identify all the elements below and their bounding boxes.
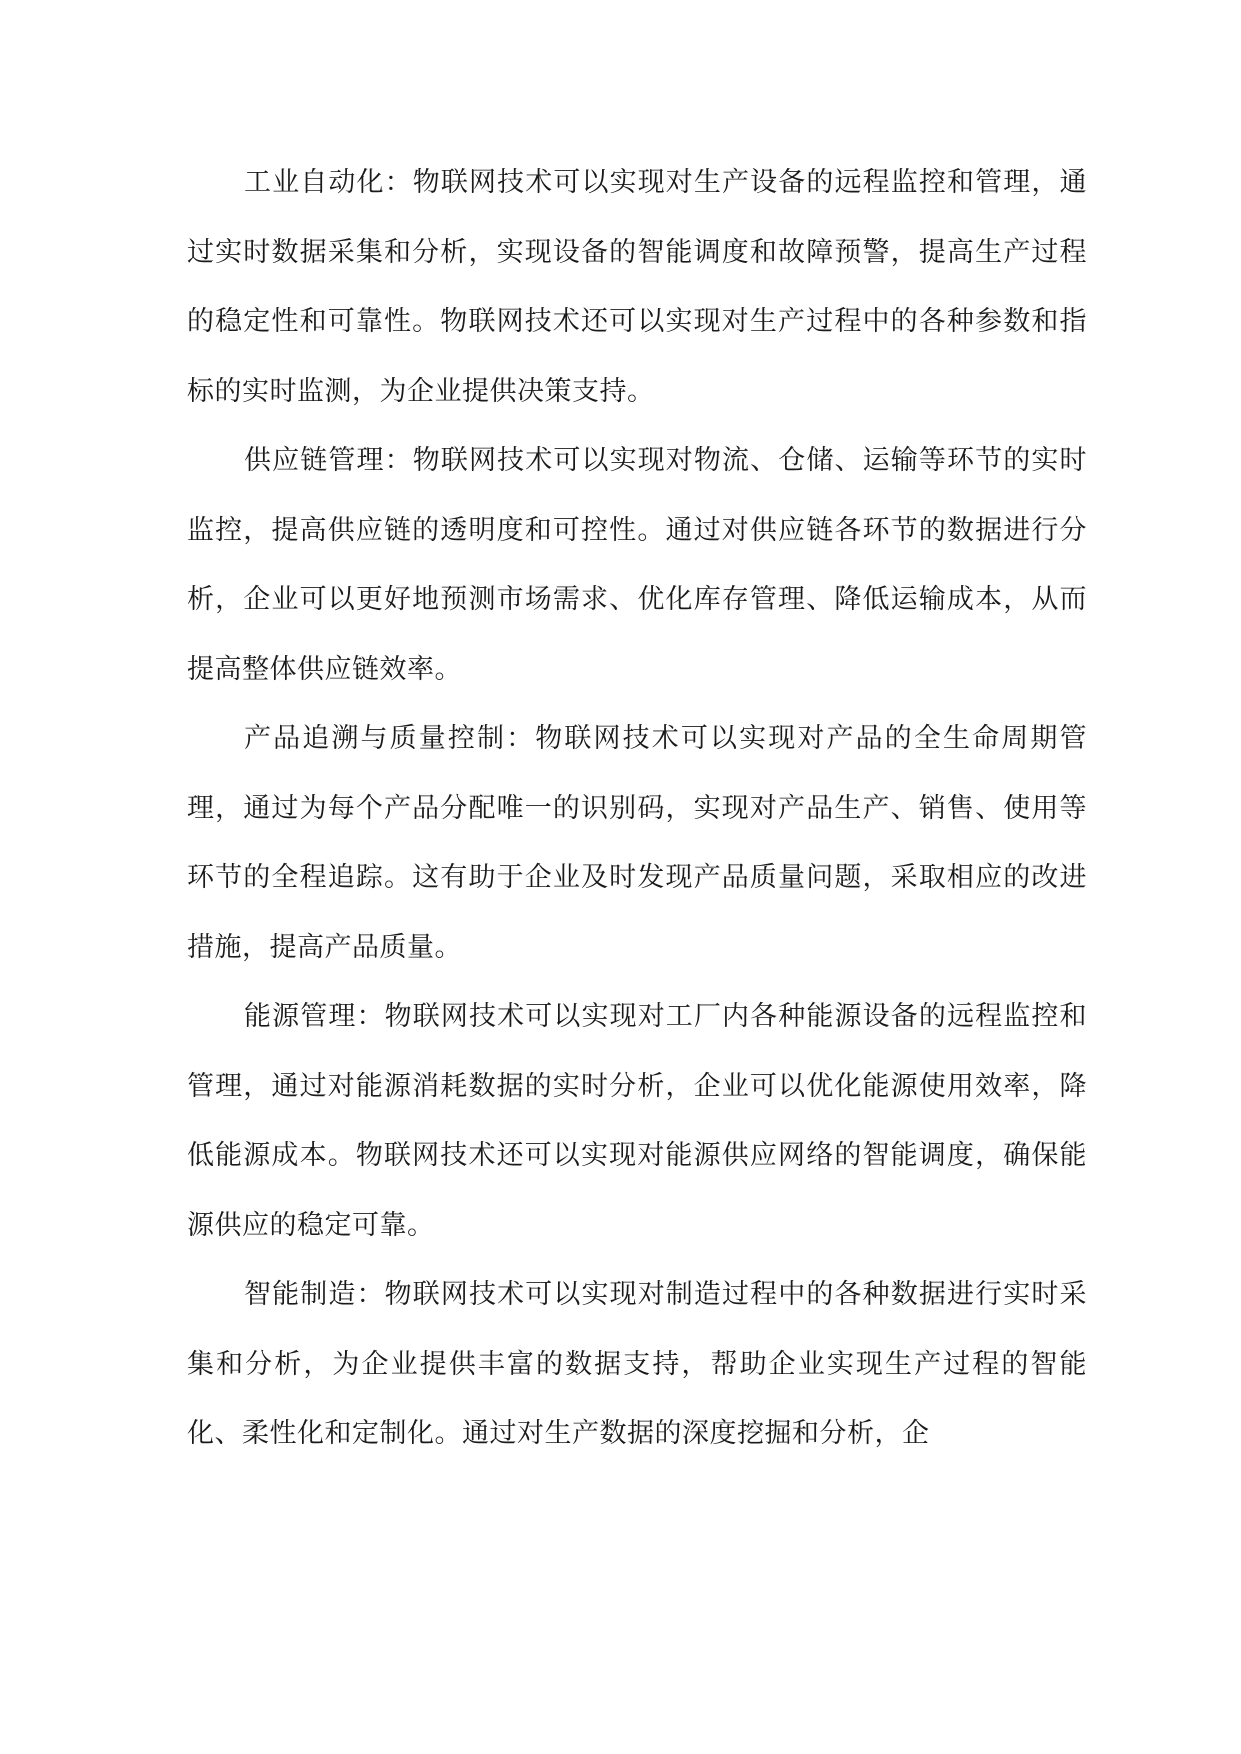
paragraph-smart-manufacturing: 智能制造：物联网技术可以实现对制造过程中的各种数据进行实时采集和分析，为企业提供丰富的数据支持，帮助企业实现生产过程的智能化、柔性化和定制化。通过对生产数据的深度挖掘和分析，企 — [187, 1279, 1087, 1449]
document-body — [187, 148, 1087, 1469]
paragraph-product-traceability: 产品追溯与质量控制：物联网技术可以实现对产品的全生命周期管理，通过为每个产品分配唯一的识别码，实现对产品生产、销售、使用等环节的全程追踪。这有助于企业及时发现产品质量问题，采取相应的改进措施，提高产品质量。 — [187, 723, 1087, 963]
paragraph-energy-management: 能源管理：物联网技术可以实现对工厂内各种能源设备的远程监控和管理，通过对能源消耗数据的实时分析，企业可以优化能源使用效率，降低能源成本。物联网技术还可以实现对能源供应网络的智能调度，确保能源供应的稳定可靠。 — [187, 1001, 1087, 1241]
paragraph-supply-chain-management: 供应链管理：物联网技术可以实现对物流、仓储、运输等环节的实时监控，提高供应链的透明度和可控性。通过对供应链各环节的数据进行分析，企业可以更好地预测市场需求、优化库存管理、降低运输成本，从而提高整体供应链效率。 — [187, 445, 1087, 685]
paragraph-industrial-automation: 工业自动化：物联网技术可以实现对生产设备的远程监控和管理，通过实时数据采集和分析，实现设备的智能调度和故障预警，提高生产过程的稳定性和可靠性。物联网技术还可以实现对生产过程中的各种参数和指标的实时监测，为企业提供决策支持。 — [187, 167, 1087, 407]
